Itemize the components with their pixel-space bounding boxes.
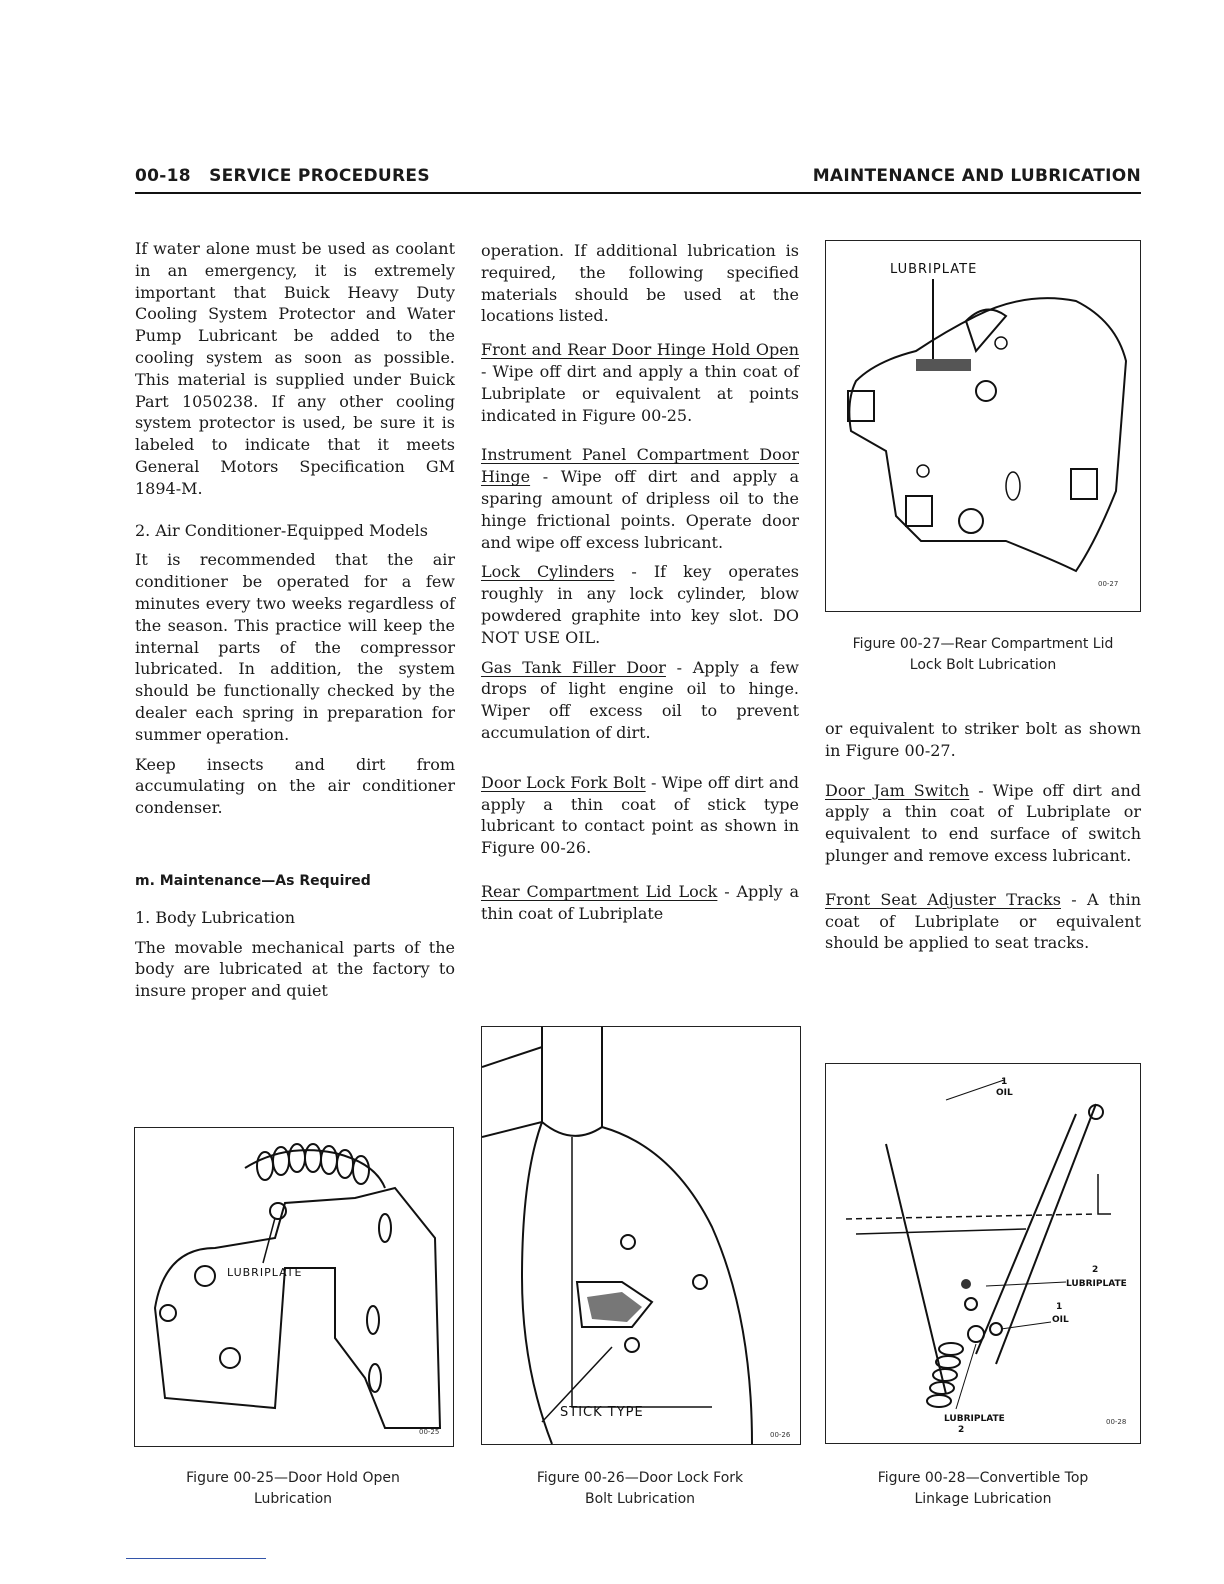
figure-26-code: 00-26 xyxy=(770,1431,791,1439)
door-edge xyxy=(602,1127,752,1444)
coolant-paragraph: If water alone must be used as coolant in an emergency, it is extremely important that Buick Heavy Duty Cooling System Protector and Water Pump Lubricant be added to the cooling system as soon as possible. This material is supplied under Buick Part 1050238. If any other cooling system protector is used, be sure it is labeled to indicate that it meets General Motors Specification GM 1894-M. xyxy=(135,239,455,498)
door-lock-drawing xyxy=(482,1027,800,1444)
slot xyxy=(1006,472,1020,500)
screw-right xyxy=(693,1275,707,1289)
figure-28-illustration xyxy=(825,1063,1141,1444)
figure-27-label: LUBRIPLATE xyxy=(890,262,978,277)
figure-28-caption-line2: Linkage Lubrication xyxy=(914,1491,1052,1507)
bolt-hole-2 xyxy=(160,1305,176,1321)
operation-paragraph: operation. If additional lubrication is required, the following specified materials should be used at the locations listed. xyxy=(481,241,799,326)
fig28-oil-1-label: OIL xyxy=(996,1088,1013,1098)
body-line xyxy=(846,1214,1096,1219)
slot-2 xyxy=(367,1306,379,1334)
gas-title: Gas Tank Filler Door xyxy=(481,657,666,677)
air-conditioner-paragraph: It is recommended that the air conditioner be operated for a few minutes every two weeks regardless of the season. This practice will keep the internal parts of the compressor lubricated. In addition, the system should be functionally checked by the dealer each spring in preparation for summer operation. xyxy=(135,550,455,744)
figure-28-code: 00-28 xyxy=(1106,1418,1127,1426)
upper-pivot xyxy=(1089,1105,1103,1119)
rivet-lower xyxy=(917,465,929,477)
figure-26-illustration xyxy=(481,1026,801,1445)
pivot-bolt-1 xyxy=(968,1326,984,1342)
figure-25-caption xyxy=(134,1468,452,1510)
linkage-arm-1 xyxy=(886,1144,946,1394)
figure-25-code: 00-25 xyxy=(419,1428,440,1436)
hinge-drawing xyxy=(135,1128,453,1446)
gas-text: - Apply a few drops of light engine oil to hinge. Wiper off excess oil to prevent accumulation of dirt. xyxy=(481,657,799,742)
body-line-2 xyxy=(856,1229,1026,1234)
pillar xyxy=(542,1027,602,1136)
lubricated-contact xyxy=(587,1292,642,1322)
screw-top xyxy=(621,1235,635,1249)
figure-26-caption-line1: Figure 00-26—Door Lock Fork xyxy=(536,1470,744,1486)
panel-text: - Wipe off dirt and apply a sparing amount of dripless oil to the hinge frictional points. Operate door and wipe off excess lubricant. xyxy=(481,467,799,552)
seat-text: - A thin coat of Lubriplate or equivalent should be applied to seat tracks. xyxy=(825,889,1141,953)
oil-leader-2 xyxy=(1001,1322,1051,1329)
figure-26-caption xyxy=(481,1468,799,1510)
convertible-linkage-drawing xyxy=(826,1064,1140,1443)
figure-26-caption-line2: Bolt Lubrication xyxy=(584,1491,696,1507)
fig28-oil-2-label: OIL xyxy=(1052,1315,1069,1325)
striker-hook xyxy=(966,310,1006,351)
door-panel-left xyxy=(522,1122,552,1444)
fig28-oil-2-num: 1 xyxy=(1056,1302,1063,1312)
pivot-bolt-3 xyxy=(965,1298,977,1310)
list-item-air-conditioner xyxy=(135,520,455,542)
door-hinge-paragraph xyxy=(481,339,799,426)
bolt-hole-3 xyxy=(220,1348,240,1368)
bolt-hole-1 xyxy=(195,1266,215,1286)
figure-27-caption-line1: Figure 00-27—Rear Compartment Lid xyxy=(852,636,1114,652)
panel-title: Instrument Panel Compartment Door Hinge xyxy=(481,445,799,487)
screw-bottom xyxy=(625,1338,639,1352)
body-lubrication-paragraph: The movable mechanical parts of the body are lubricated at the factory to insure proper and quiet xyxy=(135,937,455,1001)
fig28-oil-1-num: 1 xyxy=(1001,1077,1008,1087)
figure-28-caption-line1: Figure 00-28—Convertible Top xyxy=(877,1470,1089,1486)
fork-text: - Wipe off dirt and apply a thin coat of stick type lubricant to contact point as shown in Figure 00-26. xyxy=(481,772,799,858)
seat-title: Front Seat Adjuster Tracks xyxy=(825,889,1061,909)
list-title: Air Conditioner-Equipped Models xyxy=(155,520,428,540)
lock-paragraph xyxy=(481,561,799,648)
lock-text: - If key operates roughly in any lock cylinder, blow powdered graphite into key slot. DO NOT USE OIL. xyxy=(481,562,799,647)
bolt-head xyxy=(976,381,996,401)
section-title-right: MAINTENANCE AND LUBRICATION xyxy=(812,166,1141,186)
figure-25-label: LUBRIPLATE xyxy=(227,1266,303,1279)
mounting-tab-bottom xyxy=(906,496,932,526)
jam-text: - Wipe off dirt and apply a thin coat of Lubriplate or equivalent to end surface of switch plunger and remove excess lubricant. xyxy=(825,780,1141,865)
frame-bar xyxy=(482,1047,542,1137)
rear-text: - Apply a thin coat of Lubriplate xyxy=(481,881,799,923)
figure-25-caption-line2: Lubrication xyxy=(253,1491,333,1507)
figure-26-label: STICK TYPE xyxy=(560,1405,644,1420)
striker-paragraph: or equivalent to striker bolt as shown in Figure 00-27. xyxy=(825,719,1141,760)
section-title-left: SERVICE PROCEDURES xyxy=(209,166,430,186)
gas-paragraph xyxy=(481,657,799,744)
door-hinge-title: Front and Rear Door Hinge Hold Open xyxy=(481,340,799,360)
page-header xyxy=(135,166,1141,190)
figure-27-caption xyxy=(825,634,1141,676)
rear-title: Rear Compartment Lid Lock xyxy=(481,881,718,901)
latch-plate-outline xyxy=(849,298,1126,571)
rear-paragraph xyxy=(481,881,799,925)
figure-28-caption xyxy=(825,1468,1141,1510)
slot-1 xyxy=(379,1214,391,1242)
mounting-tab-right xyxy=(1071,469,1097,499)
list-item-body-lubrication: 1. Body Lubrication xyxy=(135,907,296,927)
lubricated-surface xyxy=(916,359,971,371)
lock-title: Lock Cylinders xyxy=(481,562,615,582)
jam-title: Door Jam Switch xyxy=(825,780,970,800)
text-column-1 xyxy=(135,238,455,1010)
figure-27-caption-line2: Lock Bolt Lubrication xyxy=(909,657,1057,673)
jam-paragraph xyxy=(825,780,1141,867)
fork-title: Door Lock Fork Bolt xyxy=(481,772,646,792)
fig28-lub-bottom-num: 2 xyxy=(958,1425,965,1435)
figure-27-illustration xyxy=(825,240,1141,612)
hinge-strap-outline xyxy=(155,1188,440,1428)
fork-paragraph xyxy=(481,772,799,859)
condenser-paragraph: Keep insects and dirt from accumulating on the air conditioner condenser. xyxy=(135,754,455,818)
list-number: 2. xyxy=(135,520,151,540)
fig28-lub-top-num: 2 xyxy=(1092,1265,1099,1275)
rivet xyxy=(995,337,1007,349)
text-column-2 xyxy=(481,240,799,933)
figure-25-illustration xyxy=(134,1127,454,1447)
header-left xyxy=(135,166,430,186)
slot-3 xyxy=(369,1364,381,1392)
subsection-heading: m. Maintenance—As Required xyxy=(135,872,371,889)
figure-27-code: 00-27 xyxy=(1098,580,1119,588)
latch-drawing xyxy=(826,241,1140,611)
bolt-head-lower xyxy=(959,509,983,533)
text-column-3 xyxy=(825,718,1141,962)
page-number: 00-18 xyxy=(135,166,191,186)
lubriplate-point-top xyxy=(961,1279,971,1289)
footer-rule xyxy=(126,1558,266,1559)
panel-paragraph xyxy=(481,444,799,553)
door-hinge-text: - Wipe off dirt and apply a thin coat of Lubriplate or equivalent at points indicated in Figure 00-25. xyxy=(481,361,799,425)
bracket xyxy=(1098,1174,1111,1214)
fig28-lub-top-label: LUBRIPLATE xyxy=(1066,1279,1127,1289)
linkage-spring xyxy=(927,1343,963,1407)
header-rule xyxy=(135,192,1141,194)
figure-25-caption-line1: Figure 00-25—Door Hold Open xyxy=(186,1470,400,1486)
fig28-lub-bottom-label: LUBRIPLATE xyxy=(944,1414,1005,1424)
seat-paragraph xyxy=(825,889,1141,954)
pivot-bolt-2 xyxy=(990,1323,1002,1335)
